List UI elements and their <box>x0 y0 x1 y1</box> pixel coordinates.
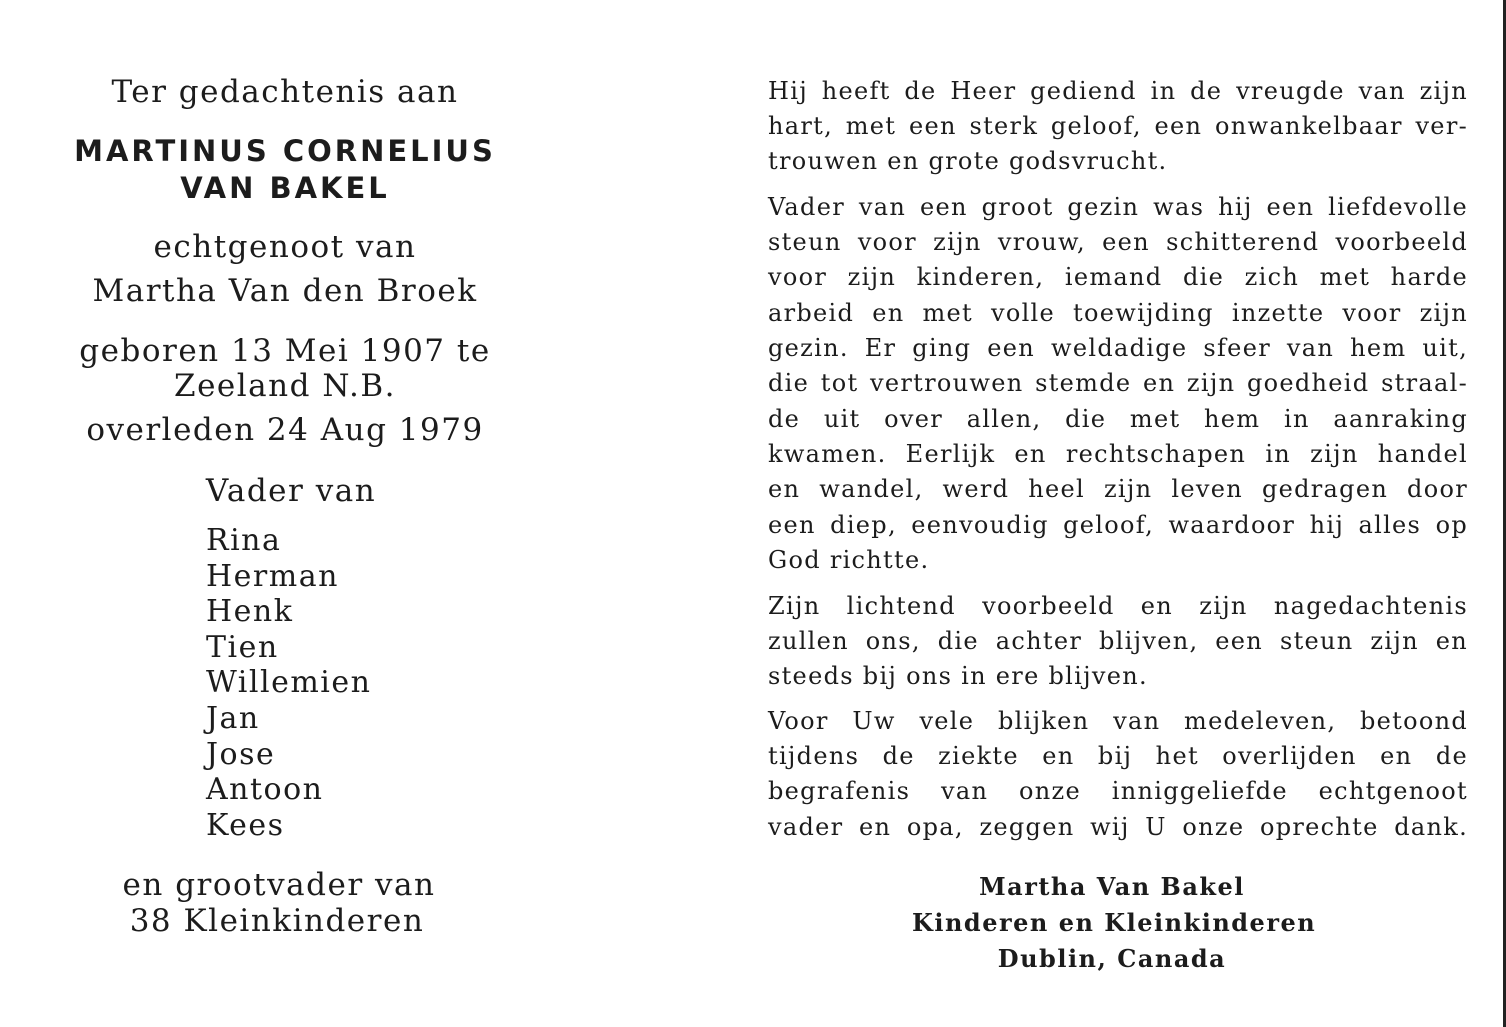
father-of-heading: Vader van <box>205 473 377 509</box>
paragraph-1-line: Hij heeft de Heer gediend in de vreugde van zijn <box>768 77 1468 105</box>
intro-line: Ter gedachtenis aan <box>111 74 459 110</box>
paragraph-2-line: en wandel, werd heel zijn leven gedragen door <box>768 475 1468 503</box>
child-name: Henk <box>206 594 294 630</box>
death-line: overleden 24 Aug 1979 <box>86 412 484 448</box>
deceased-name-line1: MARTINUS CORNELIUS <box>74 134 496 168</box>
paragraph-2-line: die tot vertrouwen stemde en zijn goedheid straal- <box>768 369 1468 397</box>
child-name: Tien <box>206 629 279 665</box>
signature-location: Dublin, Canada <box>997 944 1227 973</box>
child-name: Antoon <box>206 772 324 808</box>
paragraph-1-line: trouwen en grote godsvrucht. <box>768 147 1168 175</box>
children-list <box>206 523 371 843</box>
left-page <box>60 0 510 1000</box>
paragraph-2-line: kwamen. Eerlijk en rechtschapen in zijn handel <box>768 440 1468 468</box>
child-name: Jose <box>206 736 276 772</box>
spouse-name: Martha Van den Broek <box>92 273 478 309</box>
paragraph-1-line: hart, met een sterk geloof, een onwankelbaar ver- <box>768 112 1468 140</box>
paragraph-2-line: de uit over allen, die met hem in aanraking <box>768 405 1468 433</box>
paragraph-2-line: arbeid en met volle toewijding inzette voor zijn <box>768 299 1468 327</box>
birth-line2: Zeeland N.B. <box>174 368 396 404</box>
child-name: Herman <box>206 558 339 594</box>
paragraph-2-line: gezin. Er ging een weldadige sfeer van hem uit, <box>768 334 1468 362</box>
paragraph-3-line: Zijn lichtend voorbeeld en zijn nagedachtenis <box>768 592 1468 620</box>
child-name: Kees <box>206 807 285 843</box>
paragraph-2-line: God richtte. <box>768 546 930 574</box>
paragraph-3-line: zullen ons, die achter blijven, een steun zijn en <box>768 627 1468 655</box>
child-name: Willemien <box>206 665 372 701</box>
paragraph-2-line: een diep, eenvoudig geloof, waardoor hij alles op <box>768 511 1468 539</box>
child-name: Rina <box>206 523 282 558</box>
grandfather-line1: en grootvader van <box>122 867 436 903</box>
paragraph-2-line: voor zijn kinderen, iemand die zich met harde <box>768 263 1468 291</box>
grandfather-line2: 38 Kleinkinderen <box>129 903 425 939</box>
child-name: Jan <box>206 700 260 736</box>
paragraph-4-line: begrafenis van onze inniggeliefde echtgenoot <box>768 777 1468 805</box>
paragraph-4-line: tijdens de ziekte en bij het overlijden en de <box>768 742 1468 770</box>
paragraph-2-line: Vader van een groot gezin was hij een liefdevolle <box>768 193 1468 221</box>
signature-name: Martha Van Bakel <box>979 872 1245 901</box>
paragraph-2-line: steun voor zijn vrouw, een schitterend voorbeeld <box>768 228 1468 256</box>
birth-line1: geboren 13 Mei 1907 te <box>79 333 491 369</box>
paragraph-3-line: steeds bij ons in ere blijven. <box>768 662 1148 690</box>
right-page <box>762 0 1472 1000</box>
paragraph-4-line: vader en opa, zeggen wij U onze oprechte dank. <box>768 813 1468 841</box>
paragraph-4-line: Voor Uw vele blijken van medeleven, betoond <box>768 707 1468 735</box>
signature-family: Kinderen en Kleinkinderen <box>912 908 1317 937</box>
spouse-intro: echtgenoot van <box>153 229 417 265</box>
deceased-name-line2: VAN BAKEL <box>180 171 390 205</box>
